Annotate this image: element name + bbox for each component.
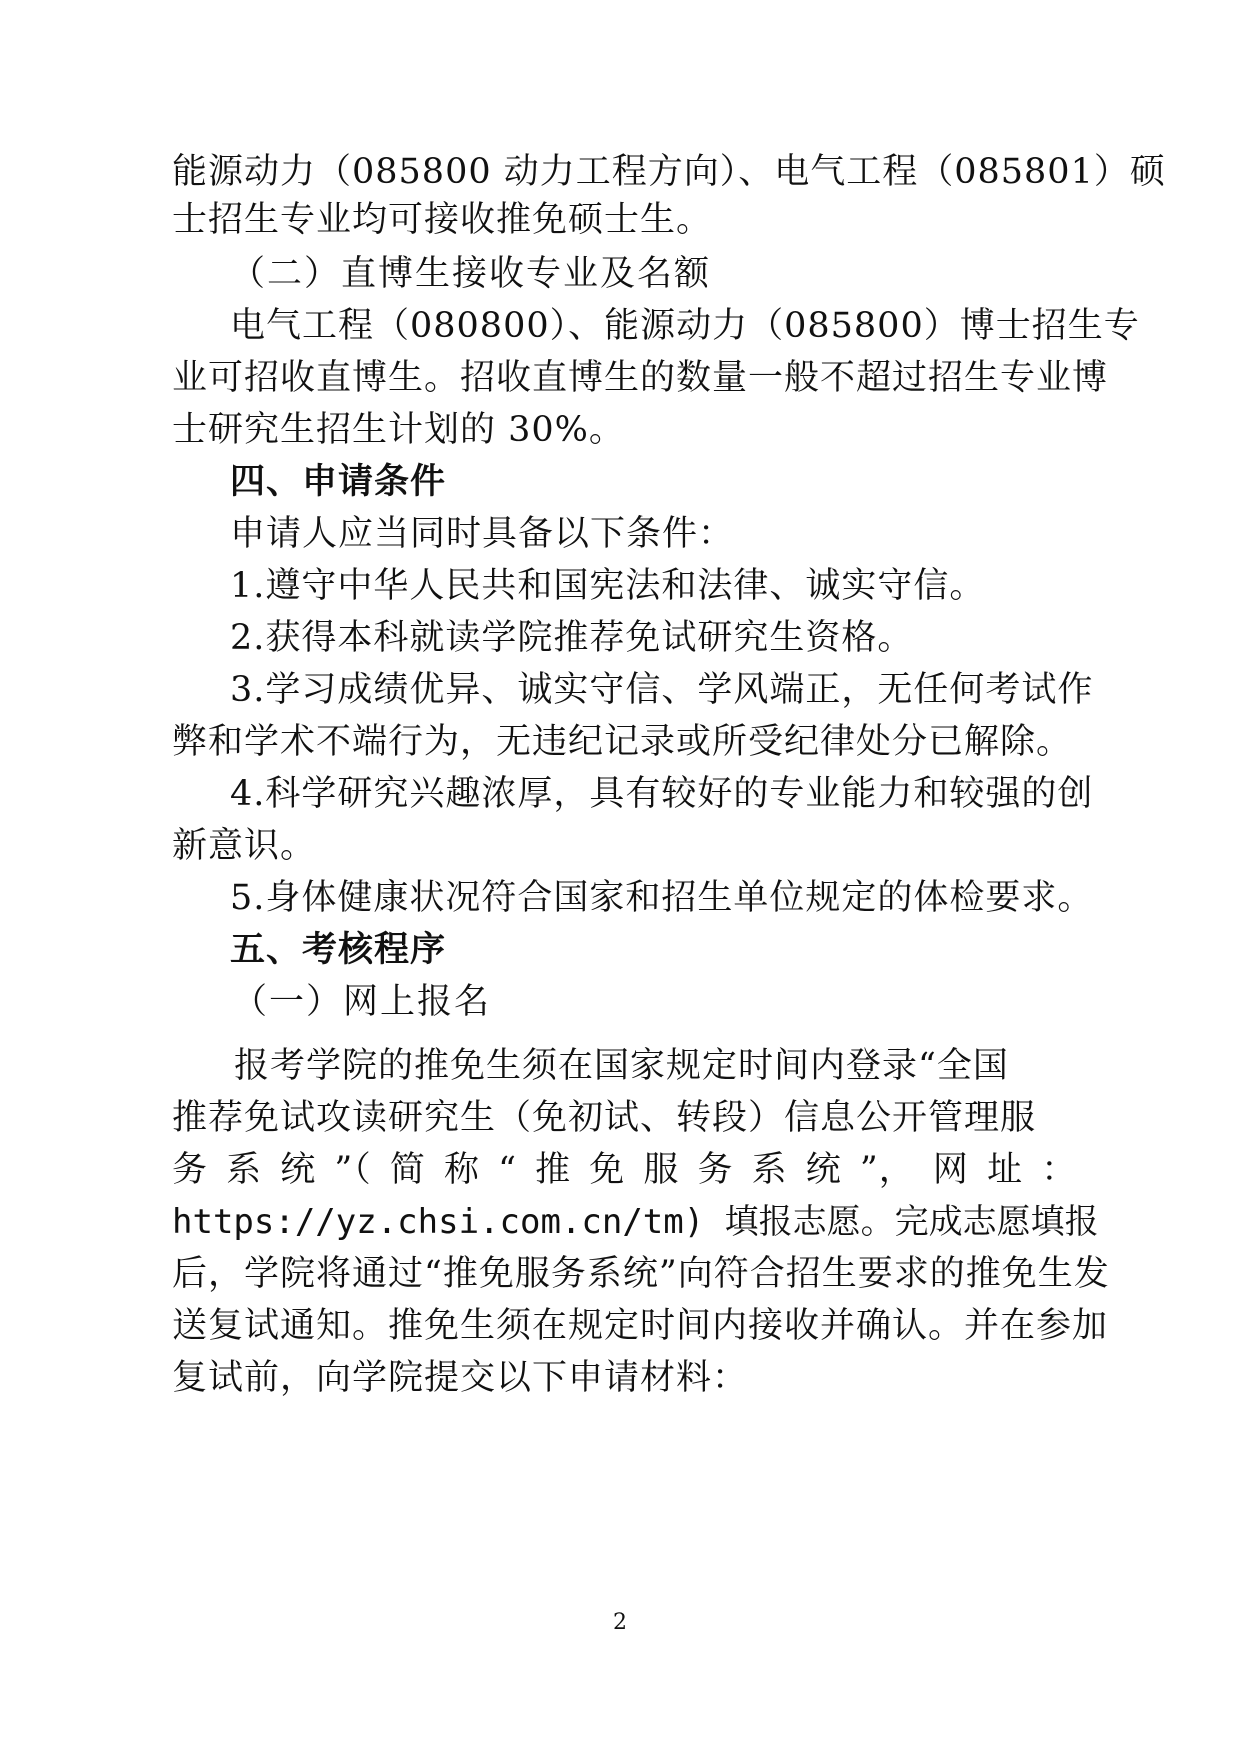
subheading: （二）直博生接收专业及名额	[230, 254, 712, 294]
paragraph-line: 能源动力（085800 动力工程方向）、电气工程（085801）硕	[172, 152, 1166, 192]
section-heading: 四、申请条件	[230, 461, 447, 502]
list-item: 4.科学研究兴趣浓厚，具有较好的专业能力和较强的创	[230, 774, 1094, 814]
paragraph-line: 务 系 统 ”（ 简 称 “ 推 免 服 务 系 统 ”， 网 址 ：	[172, 1150, 1078, 1190]
paragraph-line: 后，学院将通过“推免服务系统”向符合招生要求的推免生发	[172, 1254, 1110, 1294]
list-item-continued: 新意识。	[172, 826, 317, 866]
list-item-continued: 弊和学术不端行为，无违纪记录或所受纪律处分已解除。	[172, 722, 1073, 762]
paragraph-line-url: https://yz.chsi.com.cn/tm) 填报志愿。完成志愿填报	[172, 1202, 1099, 1242]
subheading: （一）网上报名	[232, 982, 492, 1022]
paragraph-line: 申请人应当同时具备以下条件：	[230, 514, 735, 554]
paragraph-line: 电气工程（080800）、能源动力（085800）博士招生专	[230, 306, 1140, 346]
list-item: 1.遵守中华人民共和国宪法和法律、诚实守信。	[230, 566, 986, 606]
paragraph-line: 士研究生招生计划的 30%。	[172, 410, 625, 450]
list-item: 2.获得本科就读学院推荐免试研究生资格。	[230, 618, 914, 658]
list-item: 5.身体健康状况符合国家和招生单位规定的体检要求。	[230, 878, 1094, 918]
paragraph-line: 报考学院的推免生须在国家规定时间内登录“全国	[234, 1046, 1009, 1086]
page-number: 2	[613, 1610, 627, 1635]
section-heading: 五、考核程序	[230, 929, 447, 970]
paragraph-line: 推荐免试攻读研究生（免初试、转段）信息公开管理服	[172, 1098, 1037, 1138]
paragraph-line: 复试前，向学院提交以下申请材料：	[172, 1358, 749, 1398]
list-item: 3.学习成绩优异、诚实守信、学风端正，无任何考试作	[230, 670, 1094, 710]
paragraph-line: 士招生专业均可接收推免硕士生。	[172, 200, 713, 240]
paragraph-line: 业可招收直博生。招收直博生的数量一般不超过招生专业博	[172, 358, 1109, 398]
paragraph-line: 送复试通知。推免生须在规定时间内接收并确认。并在参加	[172, 1306, 1109, 1346]
